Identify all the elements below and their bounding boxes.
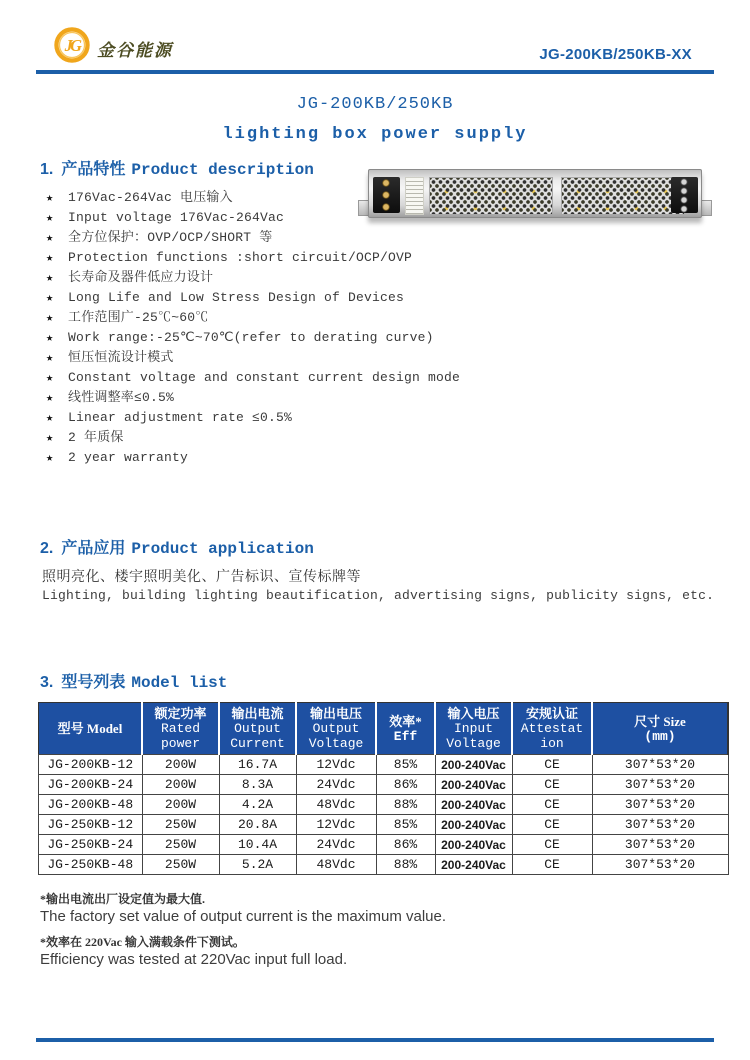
table-cell: JG-200KB-24: [39, 775, 143, 795]
column-header-line: ion: [540, 736, 564, 751]
terminal-block-left: [373, 177, 400, 213]
table-cell: 48Vdc: [296, 795, 376, 815]
table-cell: CE: [512, 775, 592, 795]
star-bullet-icon: ★: [46, 251, 54, 265]
column-header-line: 安规认证: [525, 706, 578, 721]
feature-text: Linear adjustment rate ≤0.5%: [68, 410, 293, 425]
section-title-zh: 产品特性: [61, 161, 126, 178]
table-cell: 200-240Vac: [435, 855, 512, 875]
table-cell: JG-200KB-48: [39, 795, 143, 815]
table-cell: 86%: [376, 775, 435, 795]
column-header-line: 输入电压: [447, 706, 500, 721]
feature-text: 工作范围广-25℃~60℃: [68, 310, 209, 325]
table-cell: JG-200KB-12: [39, 755, 143, 775]
section-number: 3.: [40, 674, 54, 691]
feature-text: Input voltage 176Vac-264Vac: [68, 210, 285, 225]
feature-item: [46, 288, 466, 308]
terminal-block-right: [671, 177, 698, 213]
column-header: [512, 703, 592, 755]
table-cell: CE: [512, 815, 592, 835]
star-bullet-icon: ★: [46, 191, 54, 205]
section-title-en: Product description: [131, 161, 314, 179]
feature-item: [46, 428, 466, 448]
column-header-line: 输出电压: [309, 706, 362, 721]
section-number: 1.: [40, 161, 54, 178]
feature-text: Protection functions :short circuit/OCP/OVP: [68, 250, 413, 265]
column-header: [376, 703, 435, 755]
star-bullet-icon: ★: [46, 311, 54, 325]
table-cell: 10.4A: [219, 835, 296, 855]
table-cell: 307*53*20: [592, 835, 728, 855]
feature-text: Long Life and Low Stress Design of Devices: [68, 290, 405, 305]
feature-item: [46, 328, 466, 348]
table-cell: 86%: [376, 835, 435, 855]
table-cell: 200-240Vac: [435, 815, 512, 835]
table-cell: CE: [512, 755, 592, 775]
column-header-line: Rated: [160, 721, 200, 736]
feature-text: Work range:-25℃~70℃(refer to derating curve): [68, 330, 434, 345]
feature-text: 2 年质保: [68, 430, 124, 445]
application-text-en: Lighting, building lighting beautification, advertising signs, publicity signs, etc.: [42, 588, 715, 603]
table-cell: CE: [512, 855, 592, 875]
table-row: [39, 835, 729, 855]
table-cell: 200-240Vac: [435, 755, 512, 775]
table-row: [39, 855, 729, 875]
vent-panel-left: [429, 177, 553, 215]
header-rule: [36, 70, 714, 74]
column-header-line: 型号 Model: [57, 721, 123, 736]
table-cell: 5.2A: [219, 855, 296, 875]
table-cell: 307*53*20: [592, 815, 728, 835]
table-row: [39, 755, 729, 775]
section-title-zh: 产品应用: [61, 540, 126, 557]
table-cell: 12Vdc: [296, 755, 376, 775]
table-cell: 16.7A: [219, 755, 296, 775]
star-bullet-icon: ★: [46, 271, 54, 285]
column-header-line: Input: [453, 721, 493, 736]
feature-item: [46, 388, 466, 408]
table-cell: JG-250KB-24: [39, 835, 143, 855]
section-3-heading: [40, 669, 227, 692]
table-cell: JG-250KB-48: [39, 855, 143, 875]
column-header-line: 效率*: [389, 713, 422, 729]
feature-text: 176Vac-264Vac 电压输入: [68, 190, 233, 205]
feature-text: 2 year warranty: [68, 450, 189, 465]
table-cell: 307*53*20: [592, 855, 728, 875]
star-bullet-icon: ★: [46, 231, 54, 245]
feature-text: 全方位保护：OVP/OCP/SHORT 等: [68, 230, 273, 245]
star-bullet-icon: ★: [46, 291, 54, 305]
feature-item: [46, 228, 466, 248]
column-header: [435, 703, 512, 755]
table-cell: JG-250KB-12: [39, 815, 143, 835]
table-row: [39, 775, 729, 795]
table-cell: 307*53*20: [592, 775, 728, 795]
table-cell: 12Vdc: [296, 815, 376, 835]
vent-panel-right: [561, 177, 685, 215]
column-header-line: 额定功率: [154, 706, 207, 721]
section-number: 2.: [40, 540, 54, 557]
column-header: [142, 703, 219, 755]
footnote-1-en: The factory set value of output current is the maximum value.: [40, 908, 447, 925]
column-header: [39, 703, 143, 755]
feature-text: Constant voltage and constant current design mode: [68, 370, 461, 385]
product-photo: [358, 166, 712, 226]
column-header-line: Output: [312, 721, 360, 736]
table-cell: 24Vdc: [296, 835, 376, 855]
column-header-line: Voltage: [446, 736, 501, 751]
table-cell: 200-240Vac: [435, 775, 512, 795]
table-cell: 48Vdc: [296, 855, 376, 875]
table-cell: 250W: [142, 815, 219, 835]
feature-item: [46, 308, 466, 328]
column-header-line: power: [160, 736, 200, 751]
section-2-heading: [40, 535, 314, 558]
table-row: [39, 815, 729, 835]
footnote-2-zh: *效率在 220Vac 输入满载条件下测试。: [40, 935, 245, 949]
table-cell: CE: [512, 795, 592, 815]
power-supply-body: [368, 169, 702, 218]
star-bullet-icon: ★: [46, 211, 54, 225]
column-header-line: Attestat: [520, 721, 584, 736]
model-table-body: [39, 755, 729, 875]
table-cell: 200W: [142, 795, 219, 815]
footnote-2-en: Efficiency was tested at 220Vac input full load.: [40, 951, 348, 968]
star-bullet-icon: ★: [46, 371, 54, 385]
feature-item: [46, 268, 466, 288]
table-cell: 200-240Vac: [435, 795, 512, 815]
table-cell: 20.8A: [219, 815, 296, 835]
page-title-model: JG-200KB/250KB: [296, 95, 454, 114]
feature-item: [46, 408, 466, 428]
star-bullet-icon: ★: [46, 411, 54, 425]
feature-text: 线性调整率≤0.5%: [68, 390, 175, 405]
brand-logo-icon: [53, 26, 91, 64]
column-header-line: 尺寸 Size: [634, 713, 686, 729]
star-bullet-icon: ★: [46, 331, 54, 345]
table-cell: 24Vdc: [296, 775, 376, 795]
column-header-line: Eff: [393, 728, 418, 744]
column-header-line: 输出电流: [231, 706, 284, 721]
column-header: [592, 703, 728, 755]
feature-item: [46, 368, 466, 388]
footnote-1-zh: *输出电流出厂设定值为最大值.: [40, 892, 206, 906]
section-title-zh: 型号列表: [61, 674, 126, 691]
footer-rule: [36, 1038, 714, 1042]
table-cell: 85%: [376, 815, 435, 835]
column-header: [219, 703, 296, 755]
feature-text: 长寿命及器件低应力设计: [68, 270, 214, 285]
table-cell: 88%: [376, 855, 435, 875]
svg-text:JG: JG: [64, 36, 80, 56]
star-bullet-icon: ★: [46, 451, 54, 465]
section-title-en: Product application: [131, 540, 314, 558]
brand-name: 金谷能源: [97, 41, 173, 60]
table-cell: 88%: [376, 795, 435, 815]
model-table-head: [39, 703, 729, 755]
section-title-en: Model list: [131, 674, 228, 692]
model-table: [38, 702, 729, 875]
feature-item: [46, 448, 466, 468]
document-code: JG-200KB/250KB-XX: [539, 46, 692, 63]
table-cell: 200W: [142, 775, 219, 795]
feature-item: [46, 248, 466, 268]
table-cell: 4.2A: [219, 795, 296, 815]
feature-item: [46, 348, 466, 368]
model-table-header-row: [39, 703, 729, 755]
table-cell: 85%: [376, 755, 435, 775]
star-bullet-icon: ★: [46, 351, 54, 365]
table-row: [39, 795, 729, 815]
product-label: [405, 177, 424, 215]
table-cell: CE: [512, 835, 592, 855]
star-bullet-icon: ★: [46, 431, 54, 445]
column-header-line: (mm): [644, 728, 676, 744]
column-header: [296, 703, 376, 755]
section-1-heading: [40, 156, 314, 179]
table-cell: 307*53*20: [592, 795, 728, 815]
table-cell: 250W: [142, 835, 219, 855]
feature-list: [46, 188, 466, 468]
column-header-line: Voltage: [308, 736, 364, 751]
table-cell: 200-240Vac: [435, 835, 512, 855]
table-cell: 200W: [142, 755, 219, 775]
page-title-product: lighting box power supply: [222, 125, 528, 144]
application-text-zh: 照明亮化、楼宇照明美化、广告标识、宣传标牌等: [42, 570, 361, 585]
table-cell: 8.3A: [219, 775, 296, 795]
feature-text: 恒压恒流设计模式: [68, 350, 174, 365]
table-cell: 250W: [142, 855, 219, 875]
table-cell: 307*53*20: [592, 755, 728, 775]
star-bullet-icon: ★: [46, 391, 54, 405]
model-table-wrap: [38, 702, 729, 875]
column-header-line: Output: [234, 721, 281, 736]
column-header-line: Current: [230, 736, 285, 751]
